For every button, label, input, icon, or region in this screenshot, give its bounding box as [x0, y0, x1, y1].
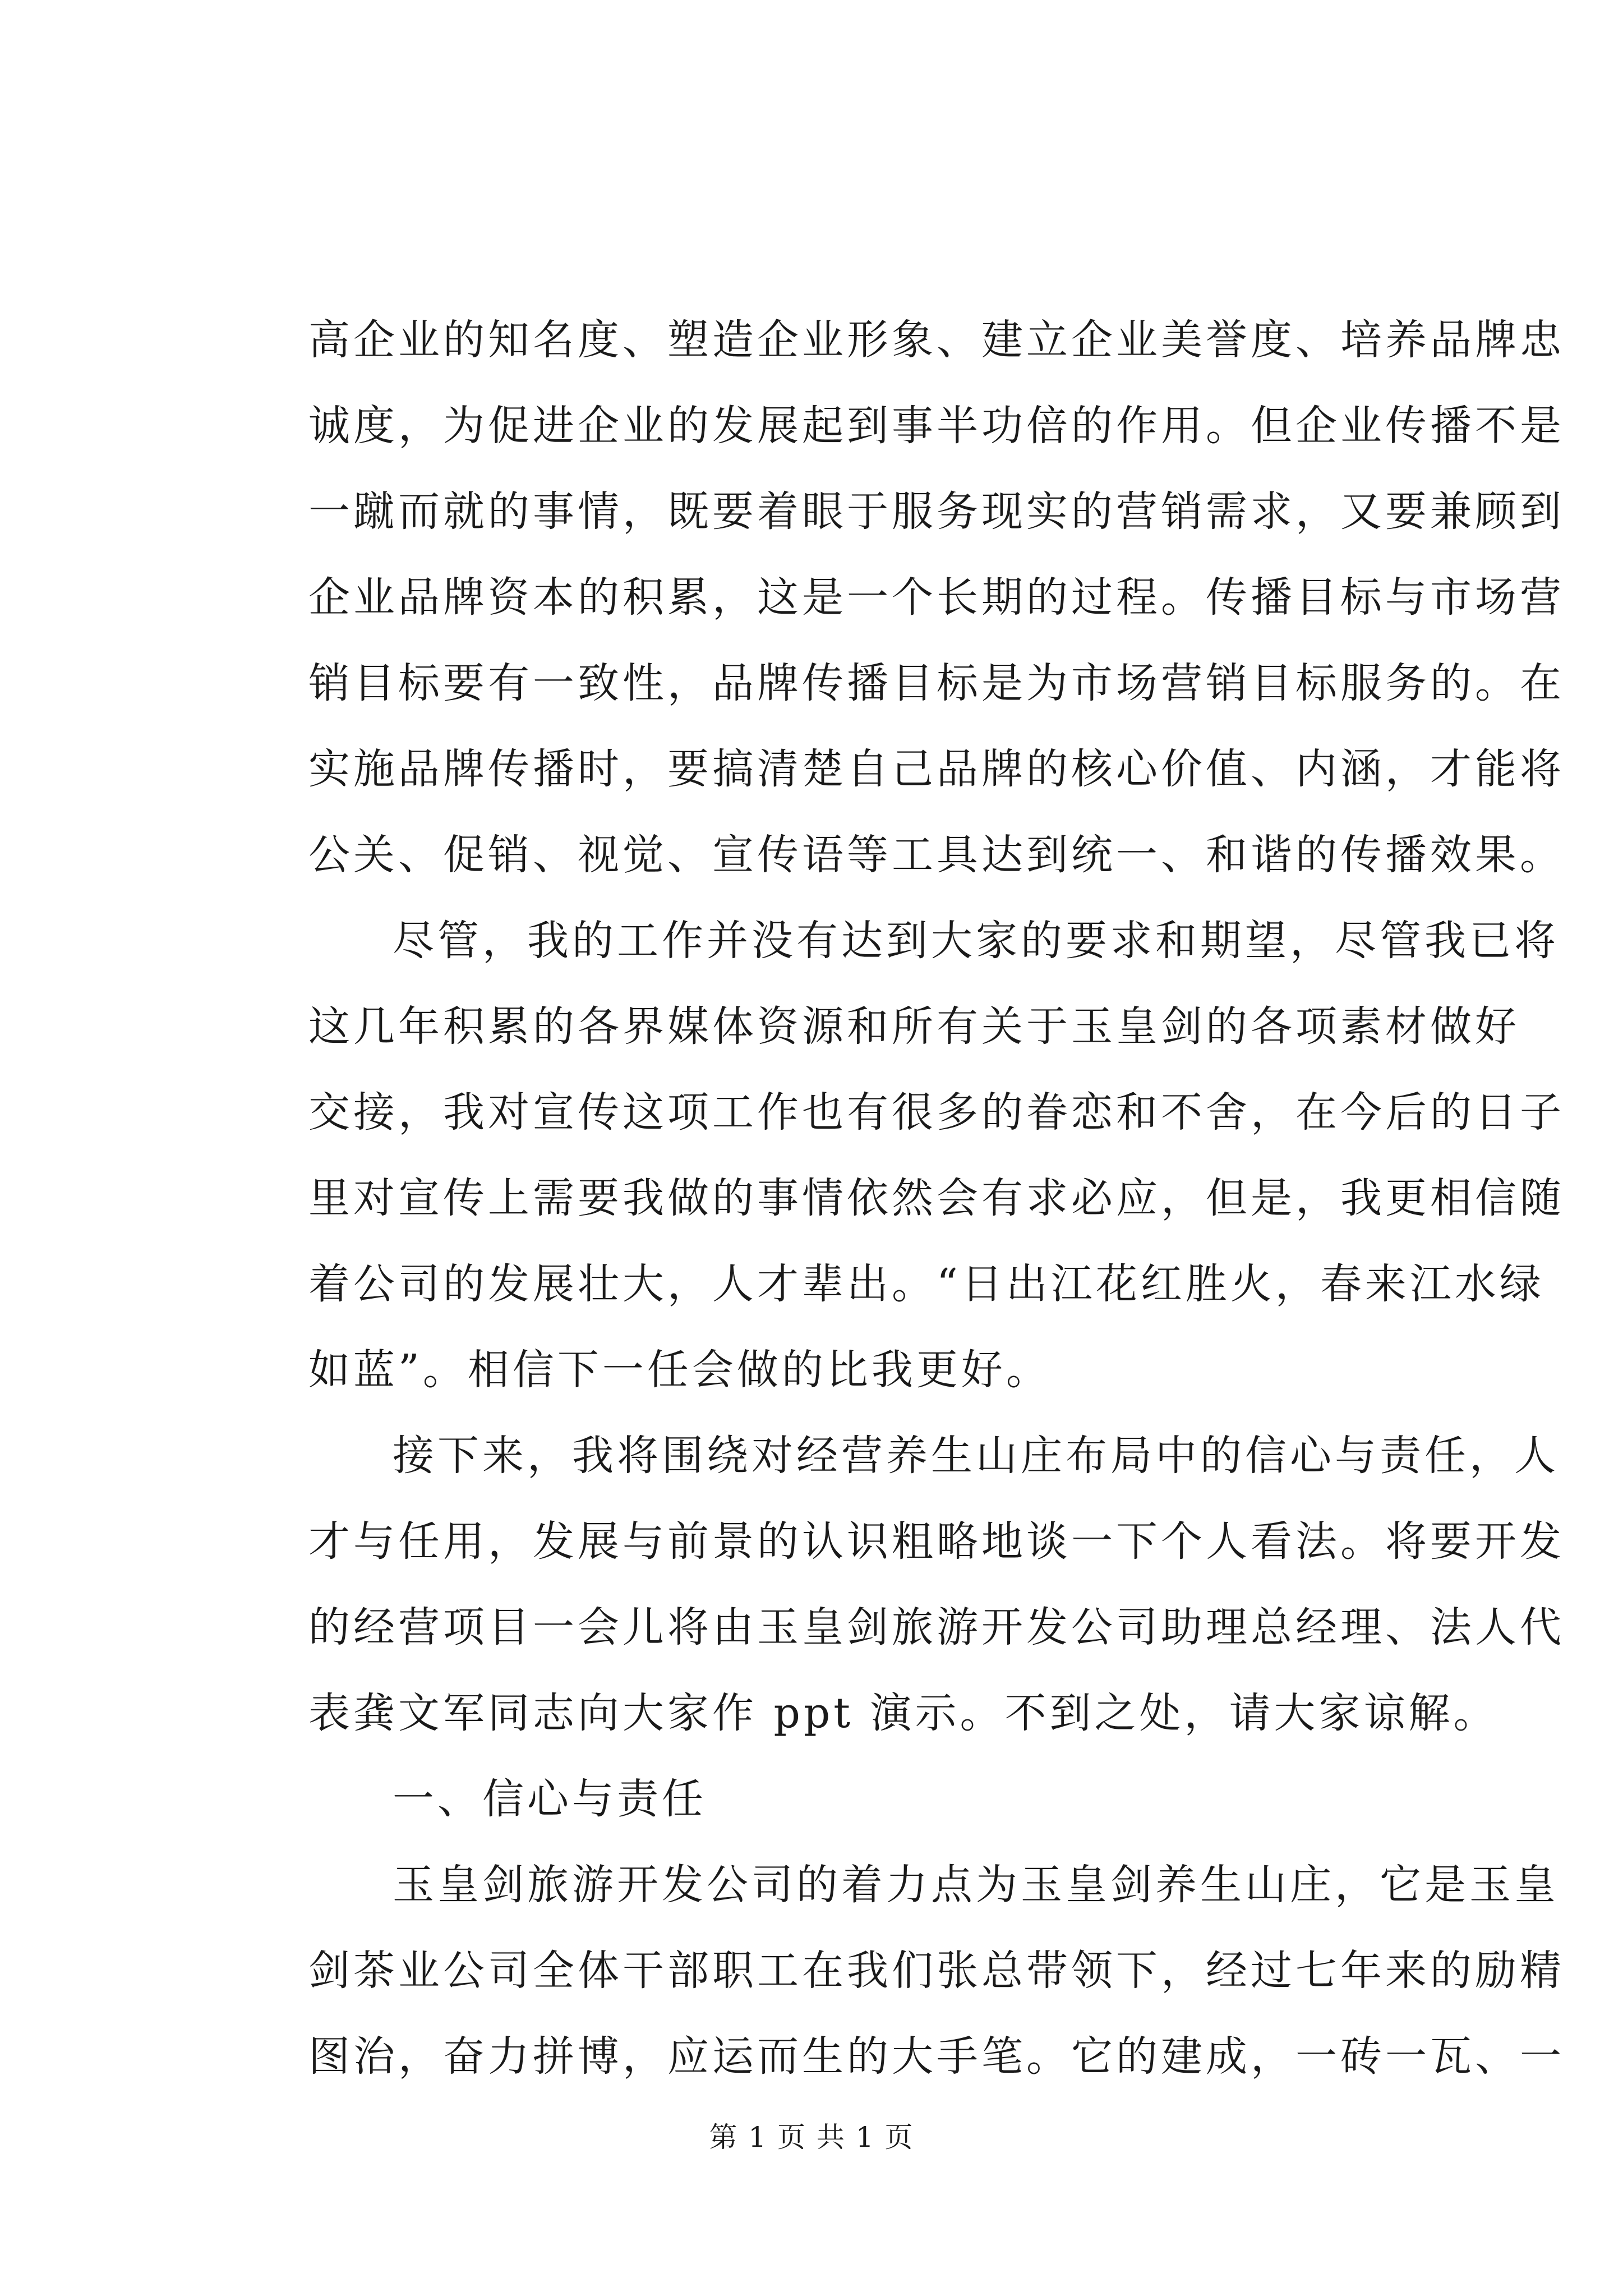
- text-line: 剑茶业公司全体干部职工在我们张总带领下，经过七年来的励精: [308, 1947, 1565, 1995]
- text-line: 诚度，为促进企业的发展起到事半功倍的作用。但企业传播不是: [308, 402, 1565, 450]
- text-line: 这几年积累的各界媒体资源和所有关于玉皇剑的各项素材做好: [308, 1002, 1520, 1051]
- paragraph-start-line: 玉皇剑旅游开发公司的着力点为玉皇剑养生山庄，它是玉皇: [393, 1861, 1559, 1909]
- text-line: 一蹴而就的事情，既要着眼于服务现实的营销需求，又要兼顾到: [308, 487, 1565, 536]
- text-line: 如蓝”。相信下一任会做的比我更好。: [308, 1346, 1051, 1394]
- text-line: 表龚文军同志向大家作 ppt 演示。不到之处，请大家谅解。: [308, 1689, 1498, 1737]
- paragraph-start-line: 接下来，我将围绕对经营养生山庄布局中的信心与责任，人: [393, 1432, 1559, 1480]
- text-line: 着公司的发展壮大，人才辈出。“日出江花红胜火，春来江水绿: [308, 1260, 1544, 1308]
- text-line: 的经营项目一会儿将由玉皇剑旅游开发公司助理总经理、法人代: [308, 1603, 1565, 1651]
- document-body: [308, 297, 1565, 2100]
- text-line: 销目标要有一致性，品牌传播目标是为市场营销目标服务的。在: [308, 659, 1565, 707]
- text-line: 高企业的知名度、塑造企业形象、建立企业美誉度、培养品牌忠: [308, 316, 1565, 364]
- paragraph-start-line: 尽管，我的工作并没有达到大家的要求和期望，尽管我已将: [393, 917, 1559, 965]
- text-line: 图治，奋力拼博，应运而生的大手笔。它的建成，一砖一瓦、一: [308, 2032, 1565, 2081]
- section-heading: 一、信心与责任: [393, 1775, 707, 1823]
- text-line: 里对宣传上需要我做的事情依然会有求必应，但是，我更相信随: [308, 1174, 1565, 1222]
- text-line: 实施品牌传播时，要搞清楚自己品牌的核心价值、内涵，才能将: [308, 745, 1565, 793]
- text-line: 才与任用，发展与前景的认识粗略地谈一下个人看法。将要开发: [308, 1517, 1565, 1566]
- text-line: 公关、促销、视觉、宣传语等工具达到统一、和谐的传播效果。: [308, 831, 1565, 879]
- text-line: 企业品牌资本的积累，这是一个长期的过程。传播目标与市场营: [308, 573, 1565, 622]
- page-footer: 第 1 页 共 1 页: [709, 2121, 914, 2154]
- text-line: 交接，我对宣传这项工作也有很多的眷恋和不舍，在今后的日子: [308, 1088, 1565, 1137]
